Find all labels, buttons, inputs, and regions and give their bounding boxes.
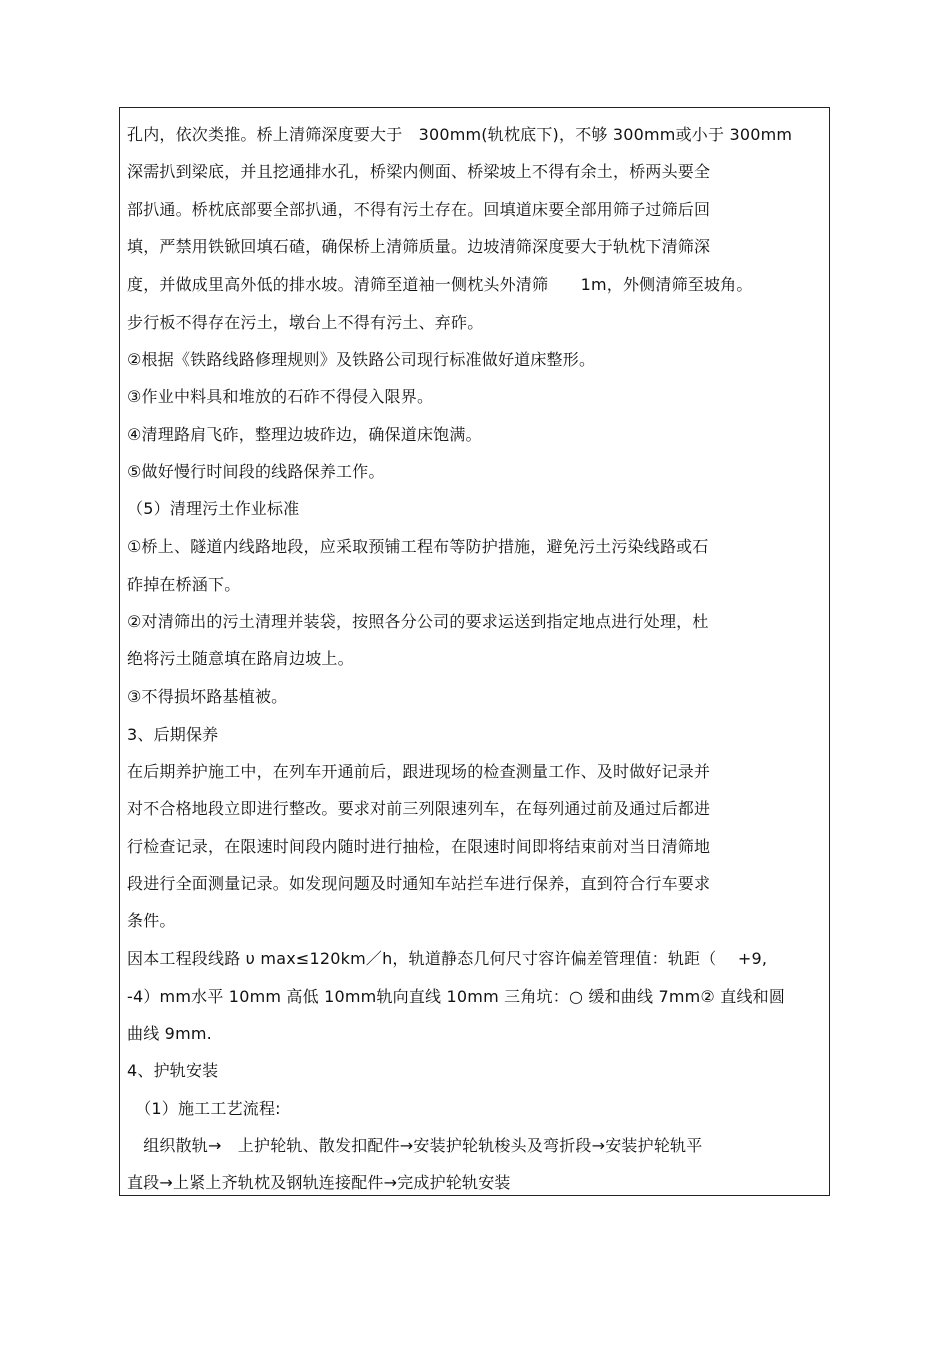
text-line: ③不得损坏路基植被。 bbox=[127, 687, 288, 706]
text-line: ⑤做好慢行时间段的线路保养工作。 bbox=[127, 462, 385, 481]
text-line: 填，严禁用铁锨回填石碴，确保桥上清筛质量。边坡清筛深度要大于轨枕下清筛深 bbox=[127, 237, 711, 256]
text-line: 在后期养护施工中，在列车开通前后，跟进现场的检查测量工作、及时做好记录并 bbox=[127, 762, 711, 781]
section-heading: （1）施工工艺流程: bbox=[127, 1099, 281, 1118]
text-line: 对不合格地段立即进行整改。要求对前三列限速列车，在每列通过前及通过后都进 bbox=[127, 799, 711, 818]
text-line: ③作业中料具和堆放的石砟不得侵入限界。 bbox=[127, 387, 434, 406]
text-line: ②根据《铁路线路修理规则》及铁路公司现行标准做好道床整形。 bbox=[127, 350, 596, 369]
text-line: 绝将污土随意填在路肩边坡上。 bbox=[127, 649, 354, 668]
text-line: 段进行全面测量记录。如发现问题及时通知车站拦车进行保养，直到符合行车要求 bbox=[127, 874, 711, 893]
text-line: 因本工程段线路 υ max≤120km／h，轨道静态几何尺寸容许偏差管理值：轨距（ +9, bbox=[127, 949, 768, 968]
text-line: -4）mm水平 10mm 高低 10mm轨向直线 10mm 三角坑：○ 缓和曲线 7mm② 直线和圆 bbox=[127, 987, 786, 1006]
text-line: 度，并做成里高外低的排水坡。清筛至道袖一侧枕头外清筛 1m，外侧清筛至坡角。 bbox=[127, 275, 753, 294]
text-line: 直段→上紧上齐轨枕及钢轨连接配件→完成护轮轨安装 bbox=[127, 1173, 511, 1192]
section-heading: 3、后期保养 bbox=[127, 725, 219, 744]
section-heading: （5）清理污土作业标准 bbox=[127, 499, 300, 518]
section-heading: 4、护轨安装 bbox=[127, 1061, 219, 1080]
text-line: 曲线 9mm. bbox=[127, 1024, 212, 1043]
text-line: ①桥上、隧道内线路地段，应采取预铺工程布等防护措施，避免污土污染线路或石 bbox=[127, 537, 709, 556]
text-line: 组织散轨→ 上护轮轨、散发扣配件→安装护轮轨梭头及弯折段→安装护轮轨平 bbox=[127, 1136, 703, 1155]
text-line: 步行板不得存在污土，墩台上不得有污土、弃砟。 bbox=[127, 313, 484, 332]
text-line: 条件。 bbox=[127, 911, 176, 930]
text-line: ②对清筛出的污土清理并装袋，按照各分公司的要求运送到指定地点进行处理，杜 bbox=[127, 612, 709, 631]
text-line: 砟掉在桥涵下。 bbox=[127, 575, 241, 594]
text-line: 深需扒到梁底，并且挖通排水孔，桥梁内侧面、桥梁坡上不得有余土，桥两头要全 bbox=[127, 162, 711, 181]
text-line: 孔内，依次类推。桥上清筛深度要大于 300mm(轨枕底下)，不够 300mm或小于 300mm bbox=[127, 125, 793, 144]
text-line: 部扒通。桥枕底部要全部扒通，不得有污土存在。回填道床要全部用筛子过筛后回 bbox=[127, 200, 711, 219]
text-line: 行检查记录，在限速时间段内随时进行抽检，在限速时间即将结束前对当日清筛地 bbox=[127, 837, 711, 856]
text-line: ④清理路肩飞砟，整理边坡砟边，确保道床饱满。 bbox=[127, 425, 482, 444]
